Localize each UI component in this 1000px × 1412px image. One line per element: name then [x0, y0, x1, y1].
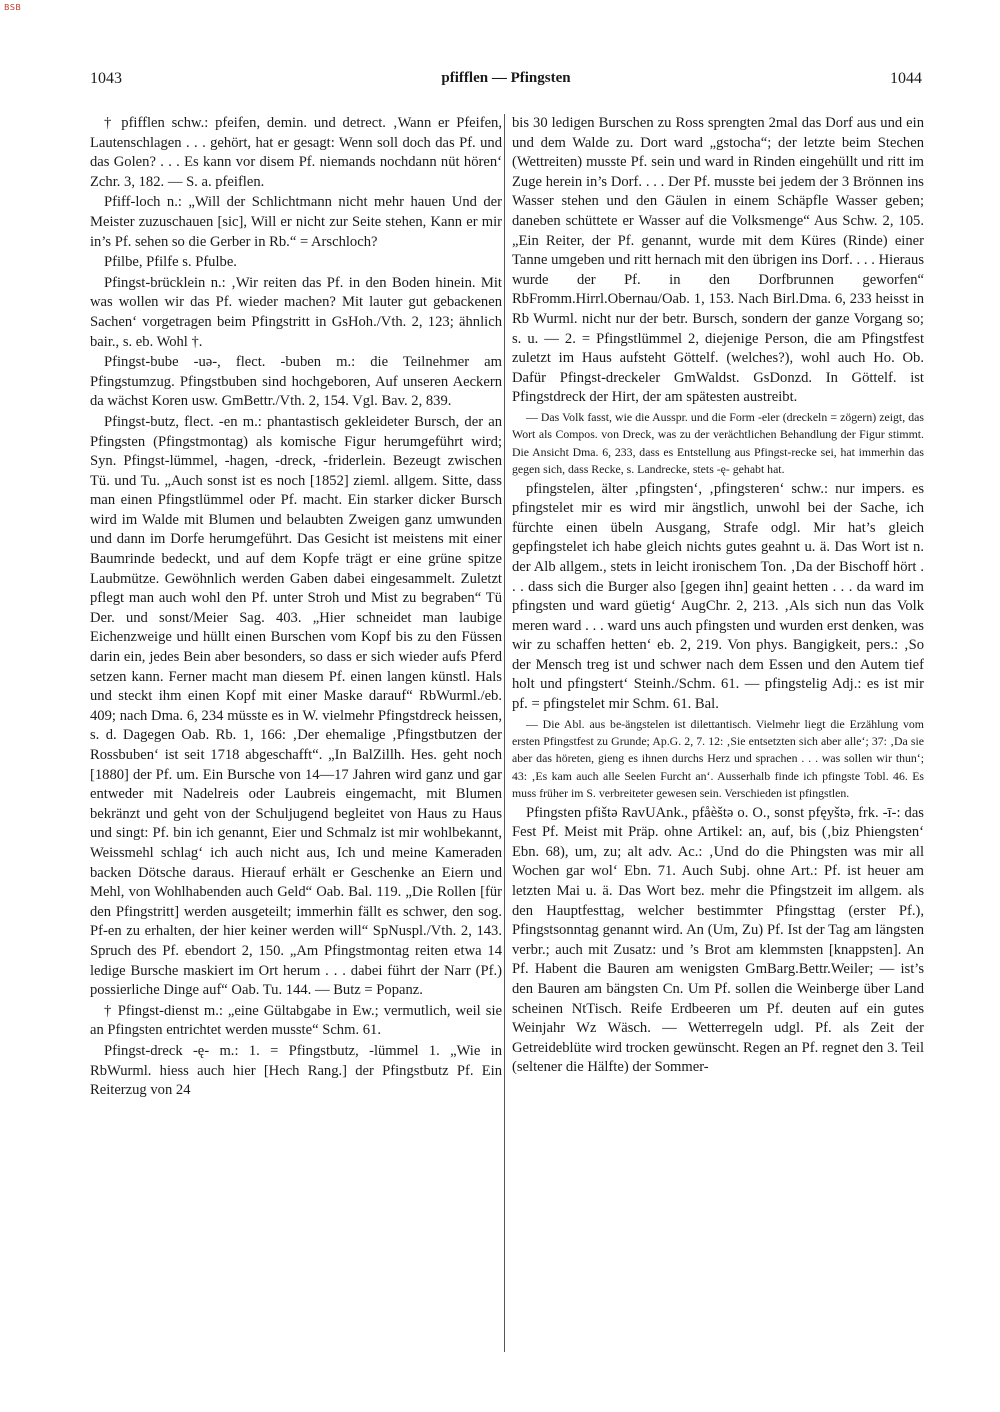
entry-pfingst-bube: Pfingst-bube -uə-, flect. -buben m.: die Teilnehmer am Pfingstumzug. Pfingstbuben sind hochgeboren, Auf unseren Aeckern da wächst Koren usw. GmBettr./Vth. 2, 154. Vgl. Bav. 2, 839. [90, 354, 502, 410]
entry-pfingst-butz: Pfingst-butz, flect. -en m.: phantastisch gekleideter Bursch, der an Pfingsten (Pfingstmontag) als komische Figur herumgeführt wird; Syn. Pfingst-lümmel, -hagen, -dreck, -friderlein. Bezeugt zwischen Tü. und Tu. „Auch sonst ist es noch [1852] zieml. allgem. Sitte, dass man einen Pfingstlümmel oder Pf. macht. Ein starker dicker Bursch wird im Walde mit Blumen und belaubten Zweigen ganz umwunden und dann im Dorfe herumgeführt. Das Gesicht ist meistens mit einer Baumrinde bedeckt, und auf dem Kopfe trägt er eine grüne spitze Laubmütze. Gewöhnlich werden Gaben dabei eingesammelt. Zuletzt pflegt man auch wohl den Pf. unter Stroh und Mist zu begraben“ Tü Der. und sonst/Meier Sag. 403. „Hier schneidet man laubige Eichenzweige und hüllt einen Burschen vom Kopf bis zu den Füssen darin ein, jedes Bein aber besonders, so dass er sich wieder aufs Pferd setzen kann. Ferner macht man diesem Pf. einen langen künstl. Hals und steckt ihm einen Kopf mit einer Maske darauf“ RbWurml./eb. 409; nach Dma. 6, 234 müsste es in W. vielmehr Pfingstdreck heissen, s. d. Dagegen Oab. Rb. 1, 166: ‚Der ehemalige ‚Pfingstbutzen der Rossbuben‘ ist seit 1718 abgeschafft“. „In BalZillh. Hes. geht noch [1880] der Pf. um. Ein Bursche von 14—17 Jahren wird ganz und gar entweder mit Nadelreis oder Laubreis eingemacht, mit Blumen bekränzt und geht von der Schuljugend begleitet von Haus zu Haus und singt: Pf. bin ich genannt, Eier und Schmalz ist mir wohlbekannt, Weissmehl schlag‘ ich auch nicht aus, Ich und meine Kameraden backen Dötsche daraus. Hierauf erhält er Geschenke an Eiern und Mehl, von Wohlhabenden auch Geld“ Oab. Bal. 119. „Die Rollen [für den Pfingstritt] werden ausgeteilt; immerhin fällt es schwer, den sog. Pf-en zu erhalten, der hier keiner werden will“ SpNuspl./Vth. 2, 143. Spruch des Pf. ebendort 2, 150. „Am Pfingstmontag reiten etwa 14 ledige Bursche maskiert im Ort herum . . . dabei führt der Narr (Pf.) possierliche Dinge auf“ Oab. Tu. 144. — Butz = Popanz. [90, 413, 502, 999]
entry-pfingstelen: pfingstelen, älter ‚pfingsten‘, ‚pfingsteren‘ schw.: nur impers. es pfingstelet mir es wird mir ängstlich, unwohl bei der Sache, ich fürchte einen übeln Ausgang, Strafe odgl. Mir hat’s gleich gepfingstelet ich habe gleich nichts gutes geahnt u. ä. Das Wort ist n. der Alb allgem., stets in leicht ironischem Ton. ‚Da der Bischoff hört . . . dass sich die Burger also [gegen ihn] geaint hetten . . . da ward im pfingsten und ward güetig‘ AugChr. 2, 213. ‚Als sich nun das Volk meren ward . . . ward uns auch pfingsten und wurden erst denken, was wir zu schaffen hetten‘ eb. 2, 219. Von phys. Bangigkeit, pers.: ‚So der Mensch treg ist und schwer nach dem Essen und den Autem tief holt und pfingstert‘ Steinh./Schm. 61. — pfingstelig Adj.: es ist mir pf. = pfingstelet mir Schm. 61. Bal. [512, 480, 924, 713]
entry-pfiff-loch: Pfiff-loch n.: „Will der Schlichtmann nicht mehr hauen Und der Meister zuzuschauen [sic], Will er nicht zur Seite stehen, Kann er mir in’s Pf. sehen so die Gerber in Rb.“ = Arschloch? [90, 194, 502, 250]
running-title: pfifflen — Pfingsten [441, 70, 571, 86]
note-dreckeln: — Das Volk fasst, wie die Ausspr. und die Form -eler (dreckeln = zögern) zeigt, das Wort als Compos. von Dreck, was zu der verächtlichen Behandlung der Figur stimmt. Die Ansicht Dma. 6, 233, dass es Entstellung aus Pfingst-recke sei, hat immerhin das gegen sich, dass Recke, s. Landrecke, stets -ę- gehabt hat. [512, 409, 924, 477]
right-column [512, 114, 924, 1354]
entry-pfilbe: Pfilbe, Pfilfe s. Pfulbe. [104, 254, 237, 271]
entry-pfingst-dreck: Pfingst-dreck -ę- m.: 1. = Pfingstbutz, -lümmel 1. „Wie in RbWurml. hiess auch hier [Hech Rang.] der Pfingstbutz Pf. Ein Reiterzug von 24 [90, 1042, 502, 1099]
entry-pfingst-dreck-continued: bis 30 ledigen Burschen zu Ross sprengten 2mal das Dorf aus und ein und dem Walde zu. Dort ward „gstocha“; der letzte beim Stechen (Wettreiten) musste Pf. sein und ward in Rinden eingehüllt und ritt im Zuge herein in’s Dorf. . . . Der Pf. musste bei jedem der 3 Brönnen ins Wasser stehen und den Gäulen in einem Schäpfle Wasser geben; daneben schüttete er Wasser auf die Volksmenge“ Aus Schw. 2, 105. „Ein Reiter, der Pf. genannt, wurde mit dem Küres (Rinde) einer Tanne umgeben und ritt hernach mit den übrigen ins Dorf. . . . Hieraus wurde der Pf. in den Dorfbrunnen geworfen“ RbFromm.Hirrl.Obernau/Oab. 1, 153. Nach Birl.Dma. 6, 233 heisst in Rb Wurml. nicht nur der betr. Bursch, sondern der ganze Vorgang so; s. u. — 2. = Pfingstlümmel 2, diejenige Person, die am Pfingstfest zuletzt im Haus aufsteht Göttelf. (welches?), wohl auch Ho. Ob. Dafür Pfingst-dreckeler GmWaldst. GsDonzd. In Göttelf. ist Pfingstdreck der Hirt, der am spätesten austreibt. [512, 115, 924, 406]
note-be-aengstelen: — Die Abl. aus be-ängstelen ist dilettantisch. Vielmehr liegt die Erzählung vom ersten Pfingstfest zu Grunde; Ap.G. 2, 7. 12: ‚Sie entsetzten sich aber alle‘; 37: ‚Da sie aber das höreten, gieng es ihnen durchs Herz und sprachen . . . was sollen wir thun‘; 43: ‚Es kam auch alle Seelen Furcht an‘. Ausserhalb finde ich pfingste Tobl. 46. Es muss früher im S. verbreiteter gewesen sein. Verschieden ist pfingstlen. [512, 716, 924, 801]
column-divider [504, 114, 505, 1352]
entry-pfifflen: † pfifflen schw.: pfeifen, demin. und detrect. ‚Wann er Pfeifen, Lautenschlagen . . . gehört, hat er gesagt: Wenn soll doch das Pf. und das Golen? . . . Es kann vor disem Pf. niemands nochdann nüt hören‘ Zchr. 3, 182. — S. a. pfeiflen. [90, 115, 502, 190]
library-stamp: BSB [4, 3, 22, 12]
left-column [90, 114, 502, 1354]
entry-pfingsten: Pfingsten pfištə RavUAnk., pfåèštə o. O., sonst pfęyštə, frk. -ī-: das Fest Pf. Meist mit Präp. ohne Artikel: an, auf, bis (‚biz Phiengsten‘ Ebn. 68), um, zu; alt adv. Ac.: ‚Und do die Phingsten was mir all Wochen gar wol‘ Ebn. 71. Auch Subj. ohne Art.: Pf. ist heuer am letzten Mai u. ä. Das Wort bez. mehr die Pfingstzeit im allgem. als den Hauptfesttag, welcher bestimmter Pfingsttag (erster Pf.), Pfingstsonntag genannt wird. An (Um, Zu) Pf. Ist der Tag am längsten verbr.; auch mit Zusatz: und ’s Brot am klemmsten [knappsten]. An Pf. Habent die Bauren am wenigsten GmBarg.Bettr.Weiler; — ist’s den Bauren am bängsten Cn. Um Pf. sollen die Weinberge über Land scheinen NtTisch. Reife Erdbeeren um Pf. deuten auf ein gutes Weinjahr Wz Wäsch. — Wetterregeln udgl. Pf. als Zeit der Getreideblüte wird trocken gewünscht. Regen an Pf. regnet den 3. Teil (seltener die Hälfte) der Sommer- [512, 804, 924, 1076]
page-header [90, 70, 922, 94]
entry-pfingst-dienst: † Pfingst-dienst m.: „eine Gültabgabe in Ew.; vermutlich, weil sie an Pfingsten entrichtet werden musste“ Schm. 61. [90, 1002, 502, 1039]
page-number-left: 1043 [90, 70, 122, 87]
entry-pfingst-bruecklein: Pfingst-brücklein n.: ‚Wir reiten das Pf. in den Boden hinein. Mit was wollen wir das Pf. wieder machen? Mit lauter gut gebackenen Sachen‘ vorgetragen beim Pfingstritt in GsHoh./Vth. 2, 123; ähnlich bair., s. eb. Wohl †. [90, 274, 502, 350]
page-number-right: 1044 [890, 70, 922, 87]
